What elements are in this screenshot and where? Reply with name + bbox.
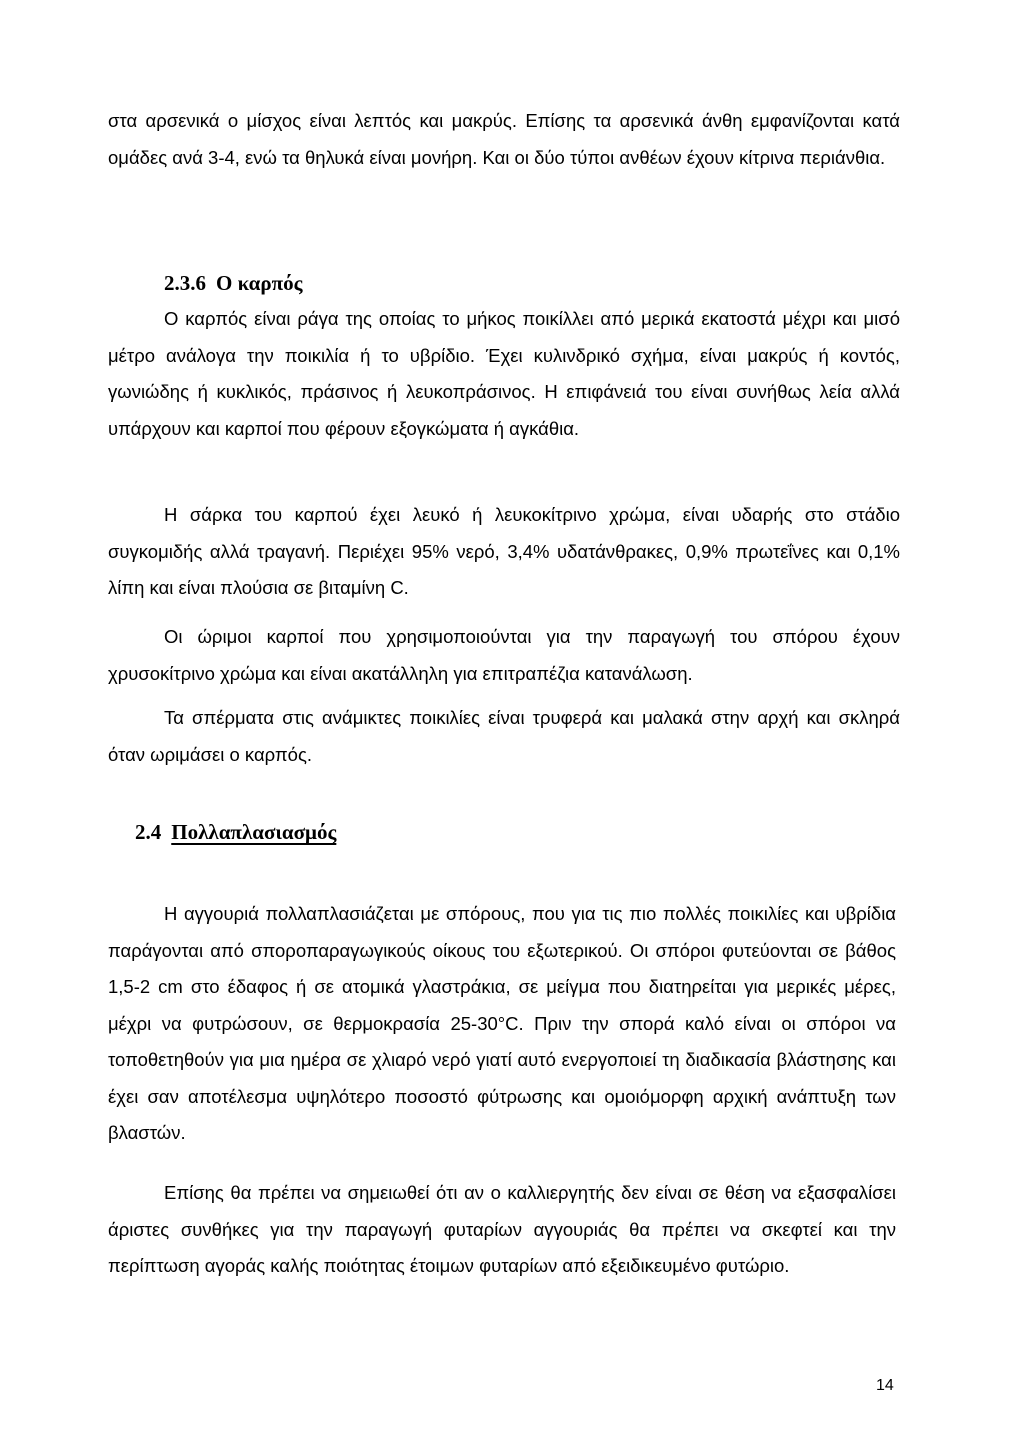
section-heading-fruit — [164, 269, 302, 297]
section-title: Πολλαπλασιασμός — [171, 820, 337, 844]
paragraph: Η αγγουριά πολλαπλασιάζεται με σπόρους, που για τις πιο πολλές ποικιλίες και υβρίδια παράγονται από σποροπαραγωγικούς οίκους του εξωτερικού. Οι σπόροι φυτεύονται σε βάθος 1,5-2 cm στο έδαφος ή σε ατομικά γλαστράκια, σε μείγμα που διατηρείται για μερικές μέρες, μέχρι να φυτρώσουν, σε θερμοκρασία 25-30°C. Πριν την σπορά καλό είναι οι σπόροι να τοποθετηθούν για μια ημέρα σε χλιαρό νερό γιατί αυτό ενεργοποιεί τη διαδικασία βλάστησης και έχει σαν αποτέλεσμα υψηλότερο ποσοστό φύτρωσης και ομοιόμορφη αρχική ανάπτυξη των βλαστών. — [108, 903, 896, 1143]
paragraph: Επίσης θα πρέπει να σημειωθεί ότι αν ο καλλιεργητής δεν είναι σε θέση να εξασφαλίσει άριστες συνθήκες για την παραγωγή φυταρίων αγγουριάς θα πρέπει να σκεφτεί και την περίπτωση αγοράς καλής ποιότητας έτοιμων φυταρίων από εξειδικευμένο φυτώριο. — [108, 1182, 896, 1276]
section-number: 2.4 — [135, 820, 162, 844]
page-number: 14 — [876, 1377, 894, 1394]
section-title: Ο καρπός — [216, 271, 303, 295]
intro-paragraph: στα αρσενικά ο μίσχος είναι λεπτός και μακρύς. Επίσης τα αρσενικά άνθη εμφανίζονται κατά ομάδες ανά 3-4, ενώ τα θηλυκά είναι μονήρη. Και οι δύο τύποι ανθέων έχουν κίτρινα περιάνθια. — [108, 110, 900, 168]
paragraph: Η σάρκα του καρπού έχει λευκό ή λευκοκίτρινο χρώμα, είναι υδαρής στο στάδιο συγκομιδής αλλά τραγανή. Περιέχει 95% νερό, 3,4% υδατάνθρακες, 0,9% πρωτεΐνες και 0,1% λίπη και είναι πλούσια σε βιταμίνη C. — [108, 504, 900, 598]
paragraph: Τα σπέρματα στις ανάμικτες ποικιλίες είναι τρυφερά και μαλακά στην αρχή και σκληρά όταν ωριμάσει ο καρπός. — [108, 707, 900, 765]
paragraph: Ο καρπός είναι ράγα της οποίας το μήκος ποικίλλει από μερικά εκατοστά μέχρι και μισό μέτρο ανάλογα την ποικιλία ή το υβρίδιο. Έχει κυλινδρικό σχήμα, είναι μακρύς ή κοντός, γωνιώδης ή κυκλικός, πράσινος ή λευκοπράσινος. Η επιφάνειά του είναι συνήθως λεία αλλά υπάρχουν και καρποί που φέρουν εξογκώματα ή αγκάθια. — [108, 308, 900, 439]
section-heading-propagation — [135, 818, 336, 846]
section-number: 2.3.6 — [164, 271, 206, 295]
paragraph: Οι ώριμοι καρποί που χρησιμοποιούνται για την παραγωγή του σπόρου έχουν χρυσοκίτρινο χρώμα και είναι ακατάλληλη για επιτραπέζια κατανάλωση. — [108, 626, 900, 684]
